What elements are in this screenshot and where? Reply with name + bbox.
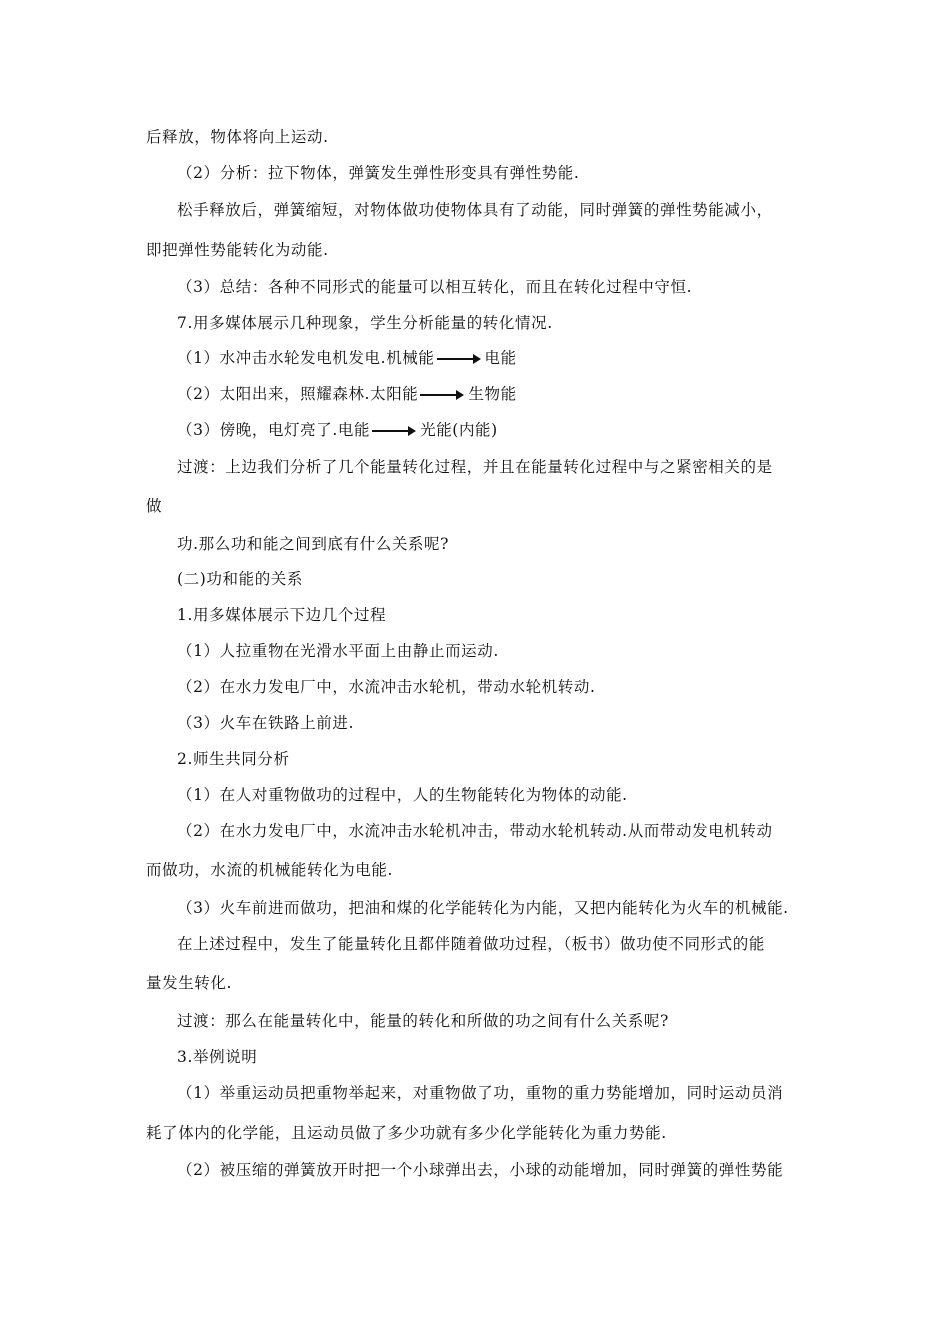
energy-conversion-line <box>177 347 847 369</box>
text-line: （2）在水力发电厂中，水流冲击水轮机，带动水轮机转动. <box>177 678 596 696</box>
text-line: 即把弹性势能转化为动能. <box>146 241 329 259</box>
conversion-source: （3）傍晚，电灯亮了.电能 <box>177 421 371 439</box>
text-line: 量发生转化. <box>146 974 233 992</box>
text-line: （1）在人对重物做功的过程中，人的生物能转化为物体的动能. <box>177 786 628 804</box>
text-line: 松手释放后，弹簧缩短，对物体做功使物体具有了动能，同时弹簧的弹性势能减小， <box>177 201 773 219</box>
conversion-target: 光能(内能) <box>420 421 498 439</box>
text-line: 2.师生共同分析 <box>177 750 290 768</box>
energy-conversion-line <box>177 383 847 405</box>
conversion-source: （2）太阳出来，照耀森林.太阳能 <box>177 385 419 403</box>
text-line: （1）人拉重物在光滑水平面上由静止而运动. <box>177 642 499 660</box>
text-line: （2）被压缩的弹簧放开时把一个小球弹出去，小球的动能增加，同时弹簧的弹性势能 <box>177 1161 784 1179</box>
conversion-source: （1）水冲击水轮发电机发电.机械能 <box>177 349 435 367</box>
text-line: 7.用多媒体展示几种现象，学生分析能量的转化情况. <box>177 314 553 332</box>
text-line: 做 <box>146 497 163 515</box>
text-line: 3.举例说明 <box>177 1048 258 1066</box>
section-heading: (二)功和能的关系 <box>177 570 303 588</box>
conversion-target: 电能 <box>484 349 517 367</box>
text-line: （3）火车前进而做功，把油和煤的化学能转化为内能，又把内能转化为火车的机械能. <box>177 899 789 917</box>
text-line: 耗了体内的化学能，且运动员做了多少功就有多少化学能转化为重力势能. <box>146 1124 667 1142</box>
text-line: （2）分析：拉下物体，弹簧发生弹性形变具有弹性势能. <box>177 164 580 182</box>
text-line: （3）总结：各种不同形式的能量可以相互转化，而且在转化过程中守恒. <box>177 278 693 296</box>
text-line: 功.那么功和能之间到底有什么关系呢? <box>177 535 450 553</box>
right-arrow-icon <box>420 390 464 400</box>
energy-conversion-line <box>177 419 847 441</box>
text-line: （2）在水力发电厂中，水流冲击水轮机冲击，带动水轮机转动.从而带动发电机转动 <box>177 822 773 840</box>
text-line: 过渡：那么在能量转化中，能量的转化和所做的功之间有什么关系呢? <box>177 1012 669 1030</box>
text-line: 1.用多媒体展示下边几个过程 <box>177 606 387 624</box>
right-arrow-icon <box>372 426 416 436</box>
text-line: （1）举重运动员把重物举起来，对重物做了功，重物的重力势能增加，同时运动员消 <box>177 1084 784 1102</box>
text-line: 在上述过程中，发生了能量转化且都伴随着做功过程，（板书）做功使不同形式的能 <box>177 935 765 953</box>
right-arrow-icon <box>437 354 481 364</box>
text-line: 过渡：上边我们分析了几个能量转化过程，并且在能量转化过程中与之紧密相关的是 <box>177 458 773 476</box>
text-line: （3）火车在铁路上前进. <box>177 714 354 732</box>
text-line: 后释放，物体将向上运动. <box>146 128 329 146</box>
conversion-target: 生物能 <box>468 385 517 403</box>
text-line: 而做功，水流的机械能转化为电能. <box>146 861 394 879</box>
